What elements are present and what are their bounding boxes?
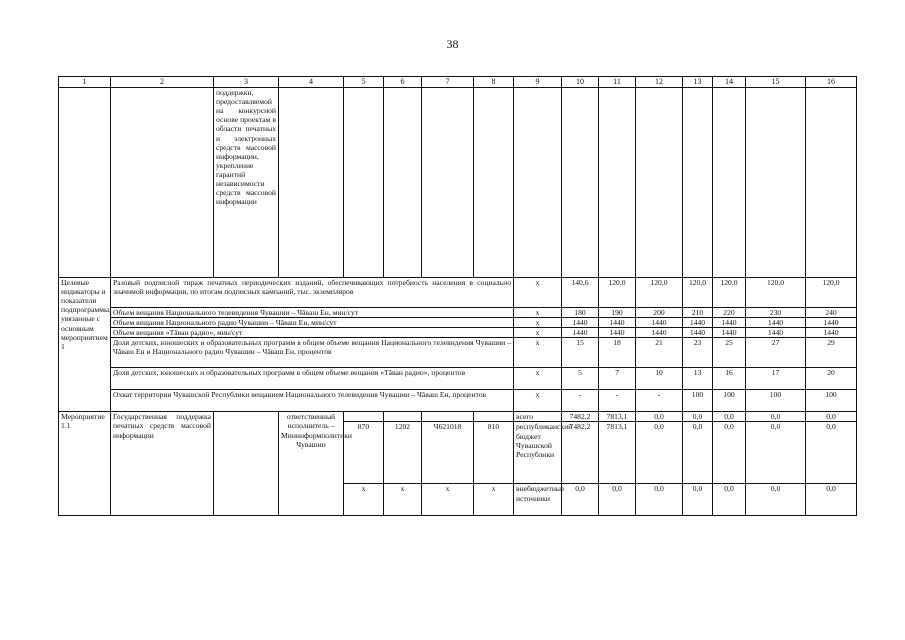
- indicator-row: Доля детских, юношеских и образовательных программ в общем объеме вещания Национального телевидения Чувашии – Чăваш Ен и Национального радио Чувашии – Чăваш Ен, процентов x 15 18 21 23 25 27 29: [59, 338, 857, 368]
- indicator-row: Объем вещания Национального радио Чувашии – Чăваш Ен, мин/сут x 1440 1440 1440 1440 1440 1440 1440: [59, 318, 857, 328]
- header-cell: 6: [384, 77, 422, 88]
- header-cell: 16: [806, 77, 857, 88]
- header-cell: 2: [111, 77, 214, 88]
- header-cell: 10: [562, 77, 599, 88]
- indicator-name: Объем вещания Национального радио Чувашии – Чăваш Ен, мин/сут: [111, 318, 514, 328]
- header-cell: 1: [59, 77, 111, 88]
- indicator-row: Охват территории Чувашской Республики вещанием Национального телевидения Чувашии – Чăваш Ен, процентов x - - - 100 100 100 100: [59, 390, 857, 412]
- indicator-row: Объем вещания «Тăван радио», мин/сут x 1440 1440 1440 1440 1440 1440 1440: [59, 328, 857, 338]
- header-cell: 3: [214, 77, 279, 88]
- measure-row-republic: 870 1202 Ч621018 810 республиканский бюджет Чувашской Республики 7482,2 7813,1 0,0 0,0 0,0 0,0 0,0: [59, 422, 857, 484]
- indicator-name: Объем вещания «Тăван радио», мин/сут: [111, 328, 514, 338]
- header-cell: 8: [474, 77, 514, 88]
- indicator-name: Доля детских, юношеских и образовательных программ в общем объеме вещания Национального телевидения Чувашии – Чăваш Ен и Национального радио Чувашии – Чăваш Ен, процентов: [111, 338, 514, 368]
- measure-row-extrabudget: x x x x внебюджетные источники 0,0 0,0 0,0 0,0 0,0 0,0 0,0: [59, 484, 857, 516]
- program-table: [58, 76, 857, 516]
- indicator-row: Доля детских, юношеских и образовательных программ в общем объеме вещания «Тăван радио», процентов x 5 7 10 13 16 17 20: [59, 368, 857, 390]
- responsible-executor: ответственный исполнитель – Мининформполитики Чувашии: [279, 412, 344, 516]
- header-cell: 11: [599, 77, 636, 88]
- header-cell: 12: [636, 77, 683, 88]
- measure-name: Государственная поддержка печатных средств массовой информации: [111, 412, 214, 516]
- indicator-name: Объем вещания Национального телевидения Чувашии – Чăваш Ен, мин/сут: [111, 308, 514, 318]
- header-row: [59, 77, 857, 88]
- funding-source: республиканский бюджет Чувашской Республики: [514, 422, 562, 484]
- header-cell: 9: [514, 77, 562, 88]
- page-number: 38: [446, 37, 459, 51]
- indicator-row: Целевые индикаторы и показатели подпрограммы, увязанные с основным мероприятием 1 Разовый подписной тираж печатных периодических изданий, обеспечивающих потребность населения в социально значимой информации, по итогам подписных кампаний, тыс. экземпляров x 140,6 120,0 120,0 120,0 120,0 120,0 120,0: [59, 278, 857, 308]
- indicator-row: Объем вещания Национального телевидения Чувашии – Чăваш Ен, мин/сут x 180 190 200 210 220 230 240: [59, 308, 857, 318]
- header-cell: 13: [683, 77, 713, 88]
- header-cell: 5: [344, 77, 384, 88]
- measure-row-total: Мероприятие 1.1 Государственная поддержка печатных средств массовой информации ответственный исполнитель – Мининформполитики Чувашии всего 7482,2 7813,1 0,0 0,0 0,0 0,0 0,0: [59, 412, 857, 422]
- continuation-text: поддержки, предоставляемой на конкурсной основе проектам в области печатных и электронных средств массовой информации, укрепление гарантий независимости средств массовой информации: [214, 88, 279, 278]
- targets-label: Целевые индикаторы и показатели подпрограммы, увязанные с основным мероприятием 1: [59, 278, 111, 412]
- measure-label: Мероприятие 1.1: [59, 412, 111, 516]
- header-cell: 4: [279, 77, 344, 88]
- indicator-name: Разовый подписной тираж печатных периодических изданий, обеспечивающих потребность населения в социально значимой информации, по итогам подписных кампаний, тыс. экземпляров: [111, 278, 514, 308]
- header-cell: 15: [746, 77, 806, 88]
- continuation-row: [59, 88, 857, 278]
- funding-source: внебюджетные источники: [514, 484, 562, 516]
- funding-source: всего: [514, 412, 562, 422]
- indicator-name: Охват территории Чувашской Республики вещанием Национального телевидения Чувашии – Чăваш Ен, процентов: [111, 390, 514, 412]
- indicator-name: Доля детских, юношеских и образовательных программ в общем объеме вещания «Тăван радио», процентов: [111, 368, 514, 390]
- header-cell: 14: [713, 77, 746, 88]
- header-cell: 7: [422, 77, 474, 88]
